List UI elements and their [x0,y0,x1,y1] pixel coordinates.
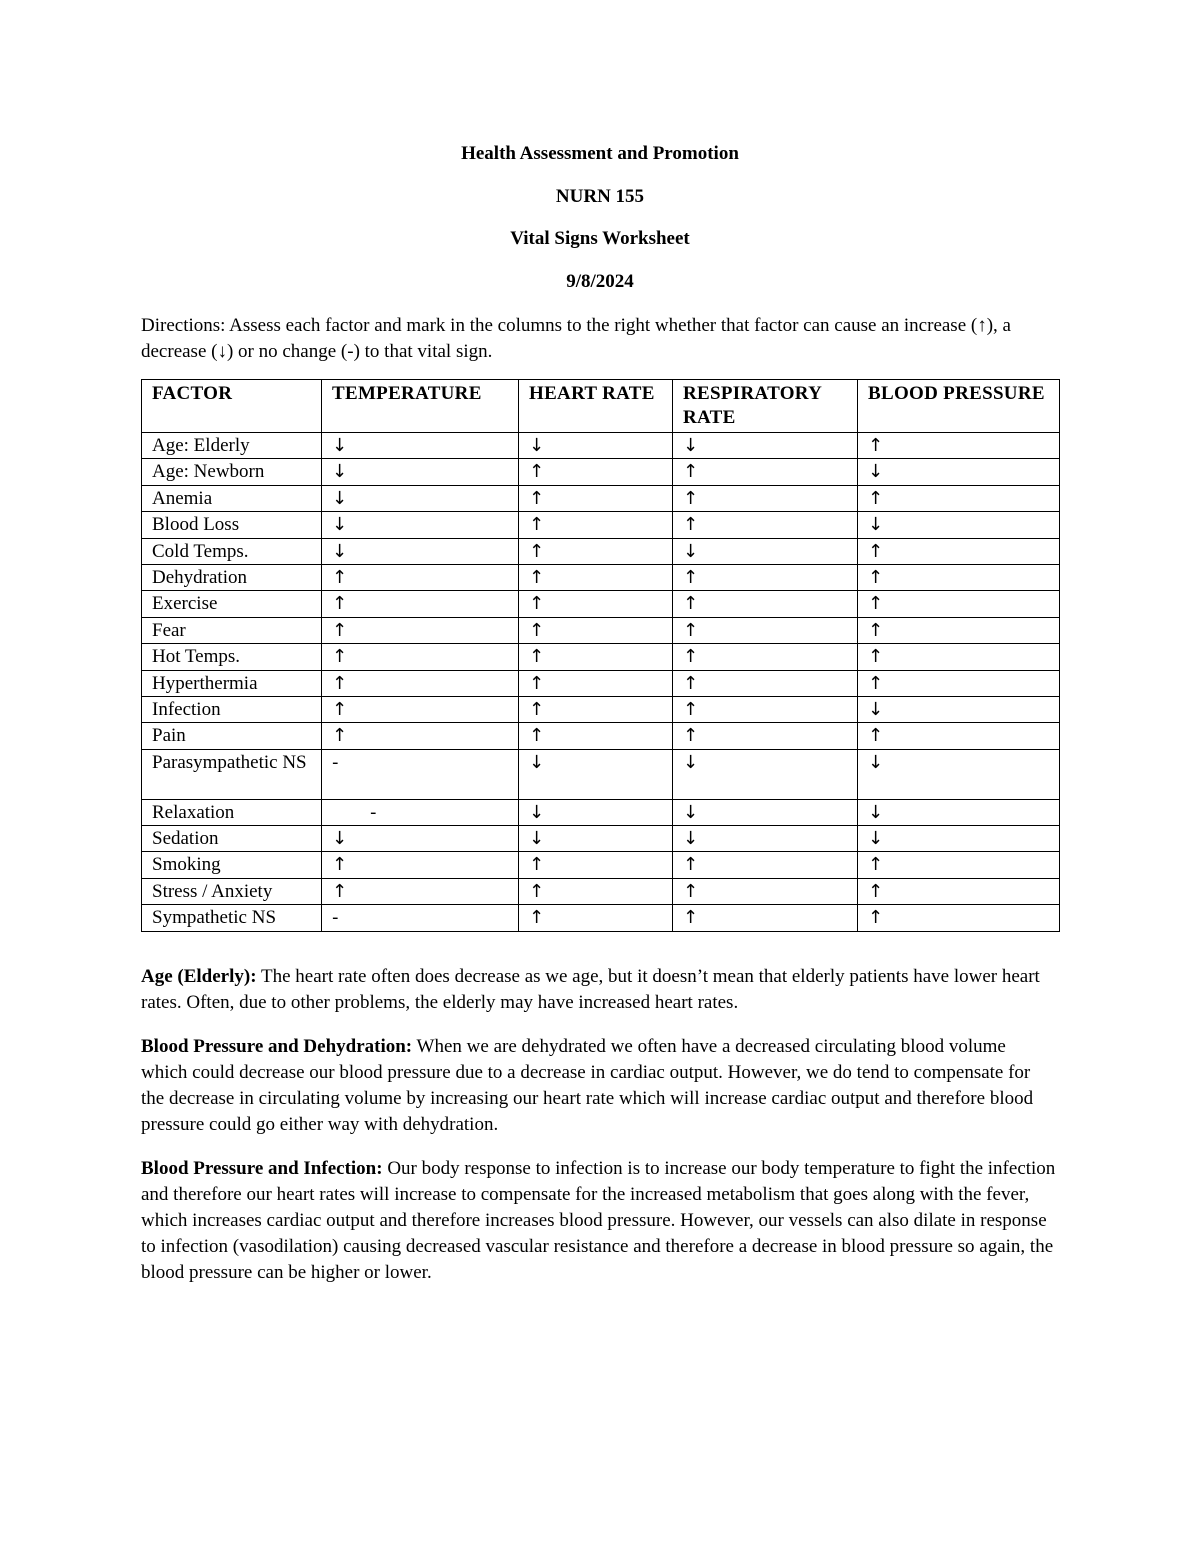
factor-cell: Cold Temps. [142,538,322,564]
respiratory-rate-cell: ↓ [673,799,858,825]
temperature-cell: ↓ [322,826,519,852]
blood-pressure-cell: ↑ [858,644,1060,670]
table-row [142,826,1060,852]
respiratory-rate-cell: ↑ [673,696,858,722]
respiratory-rate-cell: ↑ [673,852,858,878]
temperature-cell: ↓ [322,538,519,564]
blood-pressure-cell: ↑ [858,564,1060,590]
heart-rate-cell: ↑ [519,905,673,931]
heart-rate-cell: ↑ [519,591,673,617]
table-row [142,723,1060,749]
table-row [142,485,1060,511]
temperature-cell: ↑ [322,564,519,590]
table-row [142,644,1060,670]
heart-rate-cell: ↑ [519,459,673,485]
note-paragraph [141,964,1056,1016]
respiratory-rate-cell: ↑ [673,670,858,696]
blood-pressure-cell: ↓ [858,826,1060,852]
factor-cell: Fear [142,617,322,643]
blood-pressure-cell: ↑ [858,433,1060,459]
temperature-cell: - [322,799,519,825]
respiratory-rate-cell: ↑ [673,459,858,485]
factor-cell: Sedation [142,826,322,852]
note-text: When we are dehydrated we often have a decreased circulating blood volume which could decrease our blood pressure due to a decrease in cardiac output. However, we do tend to compensate for the decrease in circulating volume by increasing our heart rate which will increase cardiac output and therefore blood pressure could go either way with dehydration. [141,1036,1034,1135]
temperature-cell: ↑ [322,670,519,696]
temperature-cell: ↑ [322,723,519,749]
factor-cell: Smoking [142,852,322,878]
heart-rate-cell: ↑ [519,878,673,904]
respiratory-rate-cell: ↑ [673,644,858,670]
note-heading: Age (Elderly): [141,966,257,987]
table-row [142,512,1060,538]
table-row [142,799,1060,825]
respiratory-rate-cell: ↓ [673,826,858,852]
heart-rate-cell: ↓ [519,749,673,799]
blood-pressure-cell: ↓ [858,512,1060,538]
blood-pressure-cell: ↑ [858,591,1060,617]
header-blood-pressure: BLOOD PRESSURE [858,380,1060,433]
vital-signs-table [141,379,1060,932]
heart-rate-cell: ↑ [519,644,673,670]
table-row [142,905,1060,931]
notes-section [141,964,1056,1304]
factor-cell: Blood Loss [142,512,322,538]
blood-pressure-cell: ↓ [858,696,1060,722]
header-respiratory-rate: RESPIRATORY RATE [673,380,858,433]
temperature-cell: ↑ [322,617,519,643]
factor-cell: Exercise [142,591,322,617]
respiratory-rate-cell: ↓ [673,749,858,799]
table-row [142,617,1060,643]
factor-cell: Dehydration [142,564,322,590]
heart-rate-cell: ↑ [519,696,673,722]
respiratory-rate-cell: ↑ [673,591,858,617]
worksheet-title: Vital Signs Worksheet [510,228,690,249]
temperature-cell: ↓ [322,512,519,538]
factor-cell: Anemia [142,485,322,511]
heart-rate-cell: ↑ [519,564,673,590]
factor-cell: Parasympathetic NS [142,749,322,799]
respiratory-rate-cell: ↑ [673,878,858,904]
respiratory-rate-cell: ↑ [673,485,858,511]
temperature-cell: ↑ [322,696,519,722]
heart-rate-cell: ↓ [519,799,673,825]
note-heading: Blood Pressure and Infection: [141,1158,383,1179]
factor-cell: Relaxation [142,799,322,825]
factor-cell: Stress / Anxiety [142,878,322,904]
table-header-row [142,380,1060,433]
blood-pressure-cell: ↓ [858,749,1060,799]
respiratory-rate-cell: ↑ [673,617,858,643]
temperature-cell: - [322,905,519,931]
blood-pressure-cell: ↑ [858,617,1060,643]
temperature-cell: ↑ [322,878,519,904]
respiratory-rate-cell: ↑ [673,905,858,931]
table-row [142,433,1060,459]
blood-pressure-cell: ↑ [858,852,1060,878]
course-code: NURN 155 [555,186,645,207]
heart-rate-cell: ↑ [519,670,673,696]
respiratory-rate-cell: ↑ [673,564,858,590]
blood-pressure-cell: ↓ [858,459,1060,485]
table-row [142,591,1060,617]
factor-cell: Sympathetic NS [142,905,322,931]
temperature-cell: ↑ [322,591,519,617]
heart-rate-cell: ↑ [519,512,673,538]
factor-cell: Hot Temps. [142,644,322,670]
table-row [142,670,1060,696]
respiratory-rate-cell: ↑ [673,512,858,538]
heart-rate-cell: ↑ [519,852,673,878]
temperature-cell: ↓ [322,485,519,511]
heart-rate-cell: ↑ [519,485,673,511]
table-row [142,538,1060,564]
heart-rate-cell: ↓ [519,826,673,852]
note-heading: Blood Pressure and Dehydration: [141,1036,413,1057]
table-row [142,459,1060,485]
header-temperature: TEMPERATURE [322,380,519,433]
heart-rate-cell: ↑ [519,617,673,643]
table-row [142,564,1060,590]
temperature-cell: - [322,749,519,799]
respiratory-rate-cell: ↓ [673,538,858,564]
blood-pressure-cell: ↑ [858,538,1060,564]
table-row [142,696,1060,722]
temperature-cell: ↓ [322,459,519,485]
factor-cell: Age: Newborn [142,459,322,485]
blood-pressure-cell: ↑ [858,670,1060,696]
directions: Directions: Assess each factor and mark in the columns to the right whether that factor can cause an increase (↑), a decrease (↓) or no change (-) to that vital sign. [141,315,1011,362]
blood-pressure-cell: ↑ [858,485,1060,511]
blood-pressure-cell: ↑ [858,878,1060,904]
heart-rate-cell: ↓ [519,433,673,459]
factor-cell: Hyperthermia [142,670,322,696]
temperature-cell: ↑ [322,852,519,878]
blood-pressure-cell: ↓ [858,799,1060,825]
blood-pressure-cell: ↑ [858,723,1060,749]
respiratory-rate-cell: ↑ [673,723,858,749]
table-row [142,852,1060,878]
header-factor: FACTOR [142,380,322,433]
course-title: Health Assessment and Promotion [461,143,739,164]
header-heart-rate: HEART RATE [519,380,673,433]
temperature-cell: ↓ [322,433,519,459]
note-paragraph [141,1156,1056,1286]
factor-cell: Age: Elderly [142,433,322,459]
note-paragraph [141,1034,1056,1138]
heart-rate-cell: ↑ [519,538,673,564]
table-body [142,433,1060,932]
blood-pressure-cell: ↑ [858,905,1060,931]
respiratory-rate-cell: ↓ [673,433,858,459]
table-row [142,749,1060,799]
worksheet-date: 9/8/2024 [566,271,634,292]
temperature-cell: ↑ [322,644,519,670]
note-text: Our body response to infection is to increase our body temperature to fight the infection and therefore our heart rates will increase to compensate for the increased metabolism that goes along with the fever, which increases cardiac output and therefore increases blood pressure. However, our vessels can also dilate in response to infection (vasodilation) causing decreased vascular resistance and therefore a decrease in blood pressure so again, the blood pressure can be higher or lower. [141,1158,1056,1283]
factor-cell: Infection [142,696,322,722]
factor-cell: Pain [142,723,322,749]
table-row [142,878,1060,904]
note-text: The heart rate often does decrease as we age, but it doesn’t mean that elderly patients have lower heart rates. Often, due to other problems, the elderly may have increased heart rates. [141,966,1040,1013]
heart-rate-cell: ↑ [519,723,673,749]
